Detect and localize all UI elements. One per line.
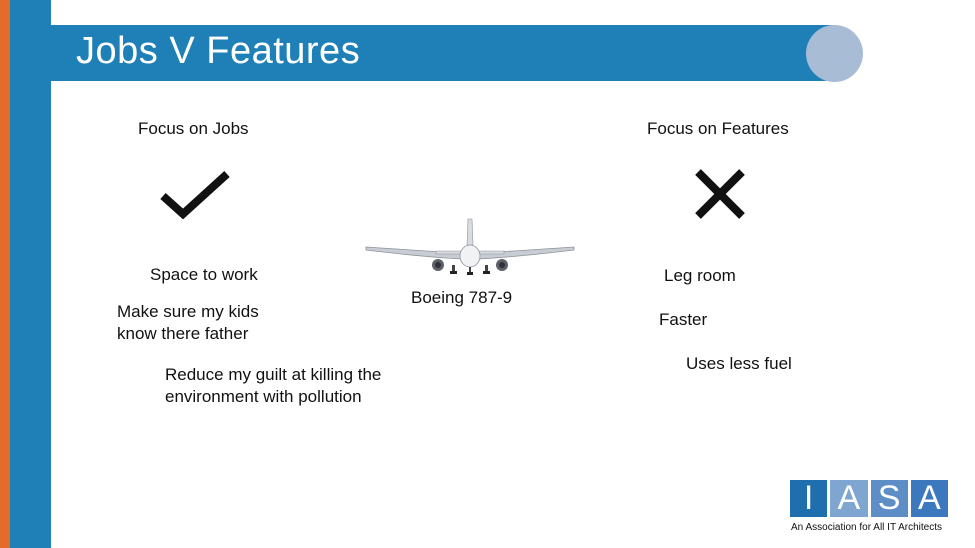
airplane-icon <box>364 217 576 277</box>
logo-letter: S <box>871 480 908 517</box>
title-circle-decoration <box>806 25 863 82</box>
jobs-item-3: Reduce my guilt at killing the environment with pollution <box>165 365 382 406</box>
features-item-2: Faster <box>659 310 708 329</box>
logo-tagline: An Association for All IT Architects <box>791 522 942 533</box>
cross-icon <box>693 167 747 221</box>
iasa-logo <box>790 480 948 517</box>
logo-letter: A <box>911 480 948 517</box>
slide-title: Jobs V Features <box>76 30 361 72</box>
jobs-heading: Focus on Jobs <box>138 119 249 138</box>
jobs-item-1: Space to work <box>150 265 258 284</box>
logo-letter: I <box>790 480 827 517</box>
logo-letter: A <box>830 480 867 517</box>
blue-side-bar <box>10 0 51 548</box>
jobs-item-2: Make sure my kids know there father <box>117 302 259 343</box>
checkmark-icon <box>159 168 231 220</box>
orange-side-bar <box>0 0 10 548</box>
features-item-3: Uses less fuel <box>686 354 792 373</box>
plane-caption: Boeing 787-9 <box>411 288 513 307</box>
features-item-1: Leg room <box>664 266 736 285</box>
features-heading: Focus on Features <box>647 119 789 138</box>
